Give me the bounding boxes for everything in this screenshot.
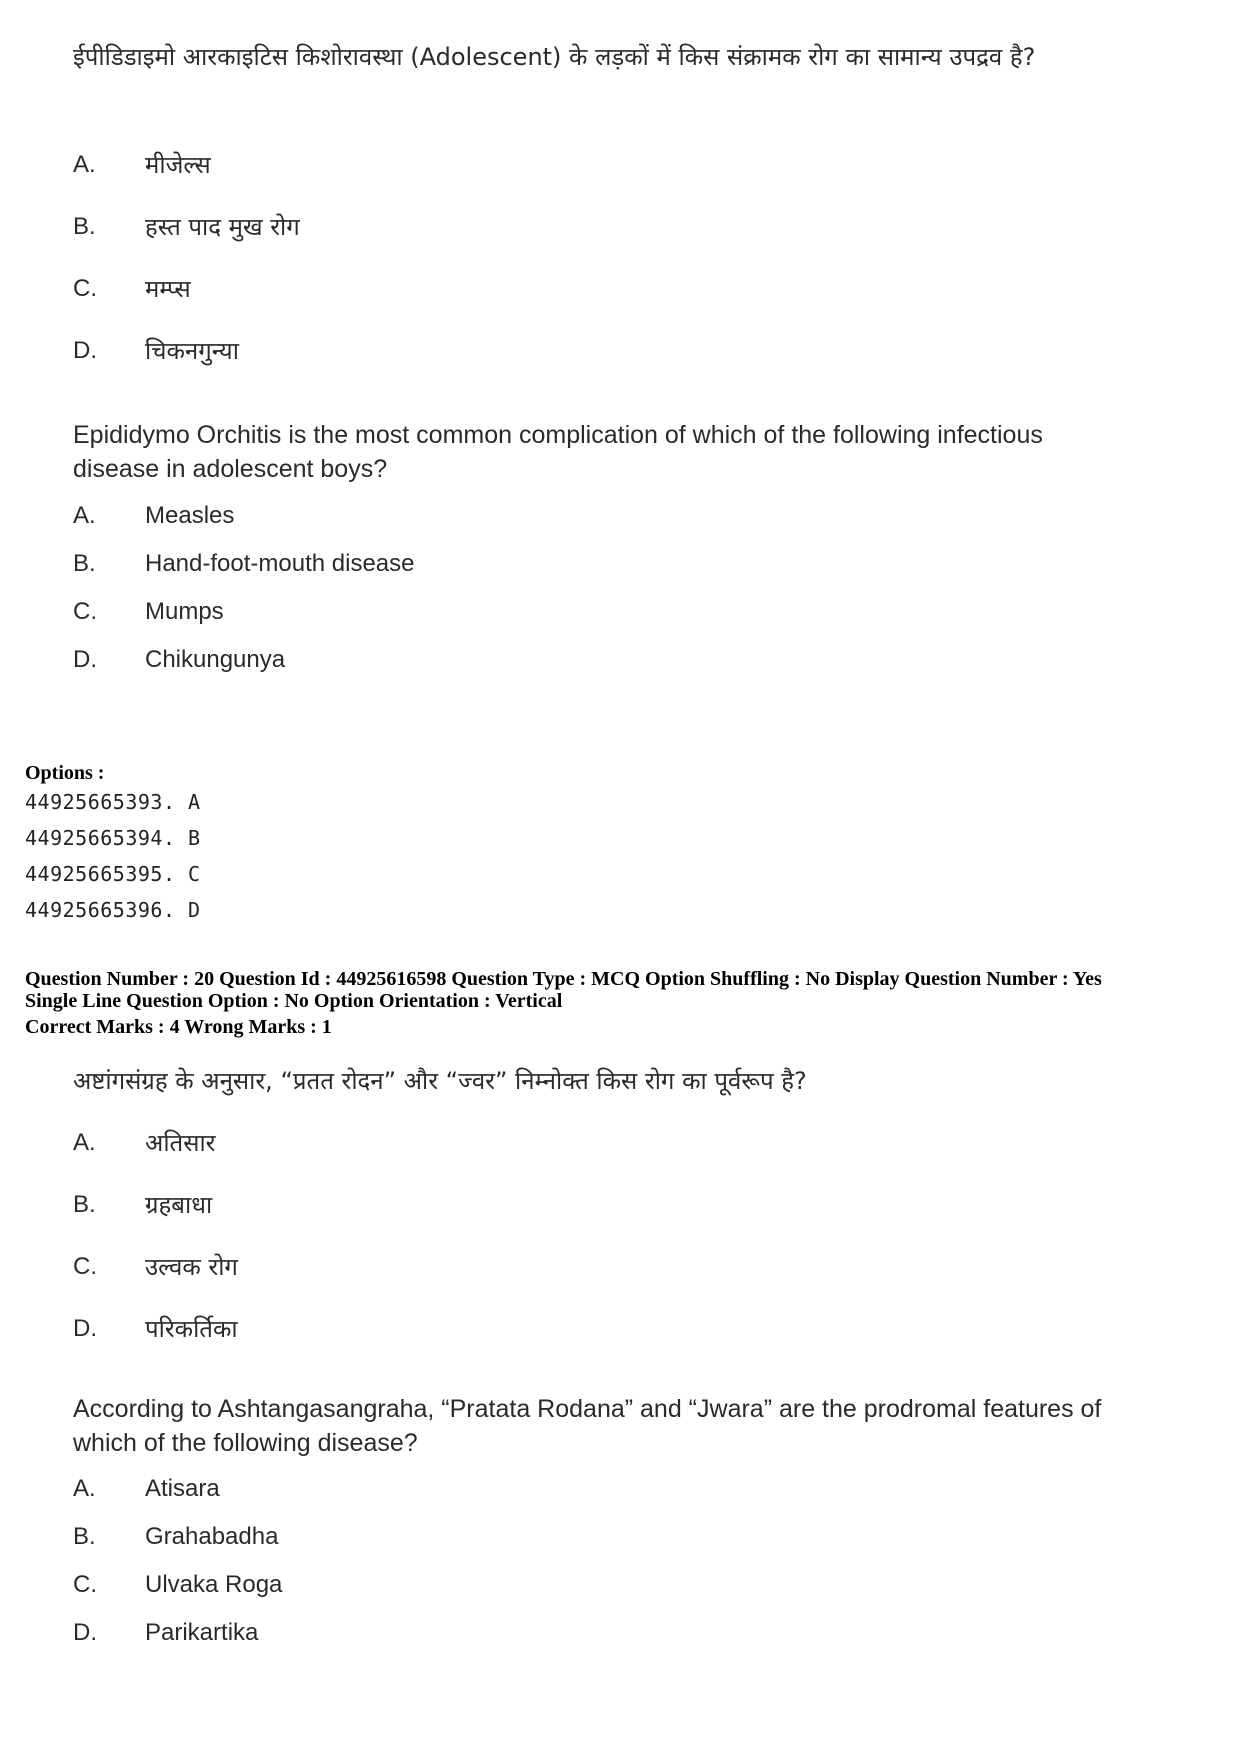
option-letter: C. xyxy=(73,275,97,302)
option-code-a: 44925665393. A xyxy=(25,790,201,814)
option-text: Parikartika xyxy=(145,1619,259,1646)
question-meta-line: Single Line Question Option : No Option Orientation : Vertical xyxy=(25,990,563,1012)
option-text: Ulvaka Roga xyxy=(145,1571,283,1598)
option-letter: B. xyxy=(73,1191,96,1218)
option-code-c: 44925665395. C xyxy=(25,862,201,886)
option-text: अतिसार xyxy=(145,1129,216,1157)
option-text: Mumps xyxy=(145,598,224,625)
q19-hindi-stem: ईपीडिडाइमो आरकाइटिस किशोरावस्था (Adolescent) के लड़कों में किस संक्रामक रोग का सामान्य उपद्रव है? xyxy=(73,43,1036,71)
option-text: Grahabadha xyxy=(145,1523,279,1550)
option-letter: D. xyxy=(73,337,97,364)
option-text: परिकर्तिका xyxy=(145,1315,238,1343)
option-letter: A. xyxy=(73,502,96,529)
option-letter: B. xyxy=(73,550,96,577)
option-text: Hand-foot-mouth disease xyxy=(145,550,415,577)
option-text: हस्त पाद मुख रोग xyxy=(145,213,300,241)
q20-hindi-stem: अष्टांगसंग्रह के अनुसार, “प्रतत रोदन” और “ज्वर” निम्नोक्त किस रोग का पूर्वरूप है? xyxy=(73,1067,807,1095)
option-text: ग्रहबाधा xyxy=(145,1191,213,1219)
question-meta-line: Question Number : 20 Question Id : 44925616598 Question Type : MCQ Option Shuffling : No Display Question Number : Yes xyxy=(25,968,1102,990)
option-text: मम्प्स xyxy=(145,275,191,303)
option-code-b: 44925665394. B xyxy=(25,826,201,850)
option-text: Chikungunya xyxy=(145,646,286,673)
option-text: उल्वक रोग xyxy=(145,1253,238,1281)
option-letter: A. xyxy=(73,1475,96,1502)
option-text: Measles xyxy=(145,502,235,529)
option-letter: B. xyxy=(73,213,96,240)
options-heading: Options : xyxy=(25,762,105,784)
option-letter: D. xyxy=(73,1315,97,1342)
marks-line: Correct Marks : 4 Wrong Marks : 1 xyxy=(25,1016,332,1038)
option-text: Atisara xyxy=(145,1475,220,1502)
option-letter: A. xyxy=(73,151,96,178)
option-letter: C. xyxy=(73,598,97,625)
option-letter: D. xyxy=(73,1619,97,1646)
q20-english-stem: According to Ashtangasangraha, “Pratata Rodana” and “Jwara” are the prodromal features of which of the following disease? xyxy=(73,1395,1102,1457)
option-code-d: 44925665396. D xyxy=(25,898,201,922)
option-letter: C. xyxy=(73,1253,97,1280)
option-letter: C. xyxy=(73,1571,97,1598)
option-letter: D. xyxy=(73,646,97,673)
q19-english-stem: Epididymo Orchitis is the most common complication of which of the following infectious disease in adolescent boys? xyxy=(73,421,1043,483)
option-letter: A. xyxy=(73,1129,96,1156)
option-text: मीजेल्स xyxy=(145,151,211,179)
option-letter: B. xyxy=(73,1523,96,1550)
option-text: चिकनगुन्या xyxy=(145,337,239,365)
